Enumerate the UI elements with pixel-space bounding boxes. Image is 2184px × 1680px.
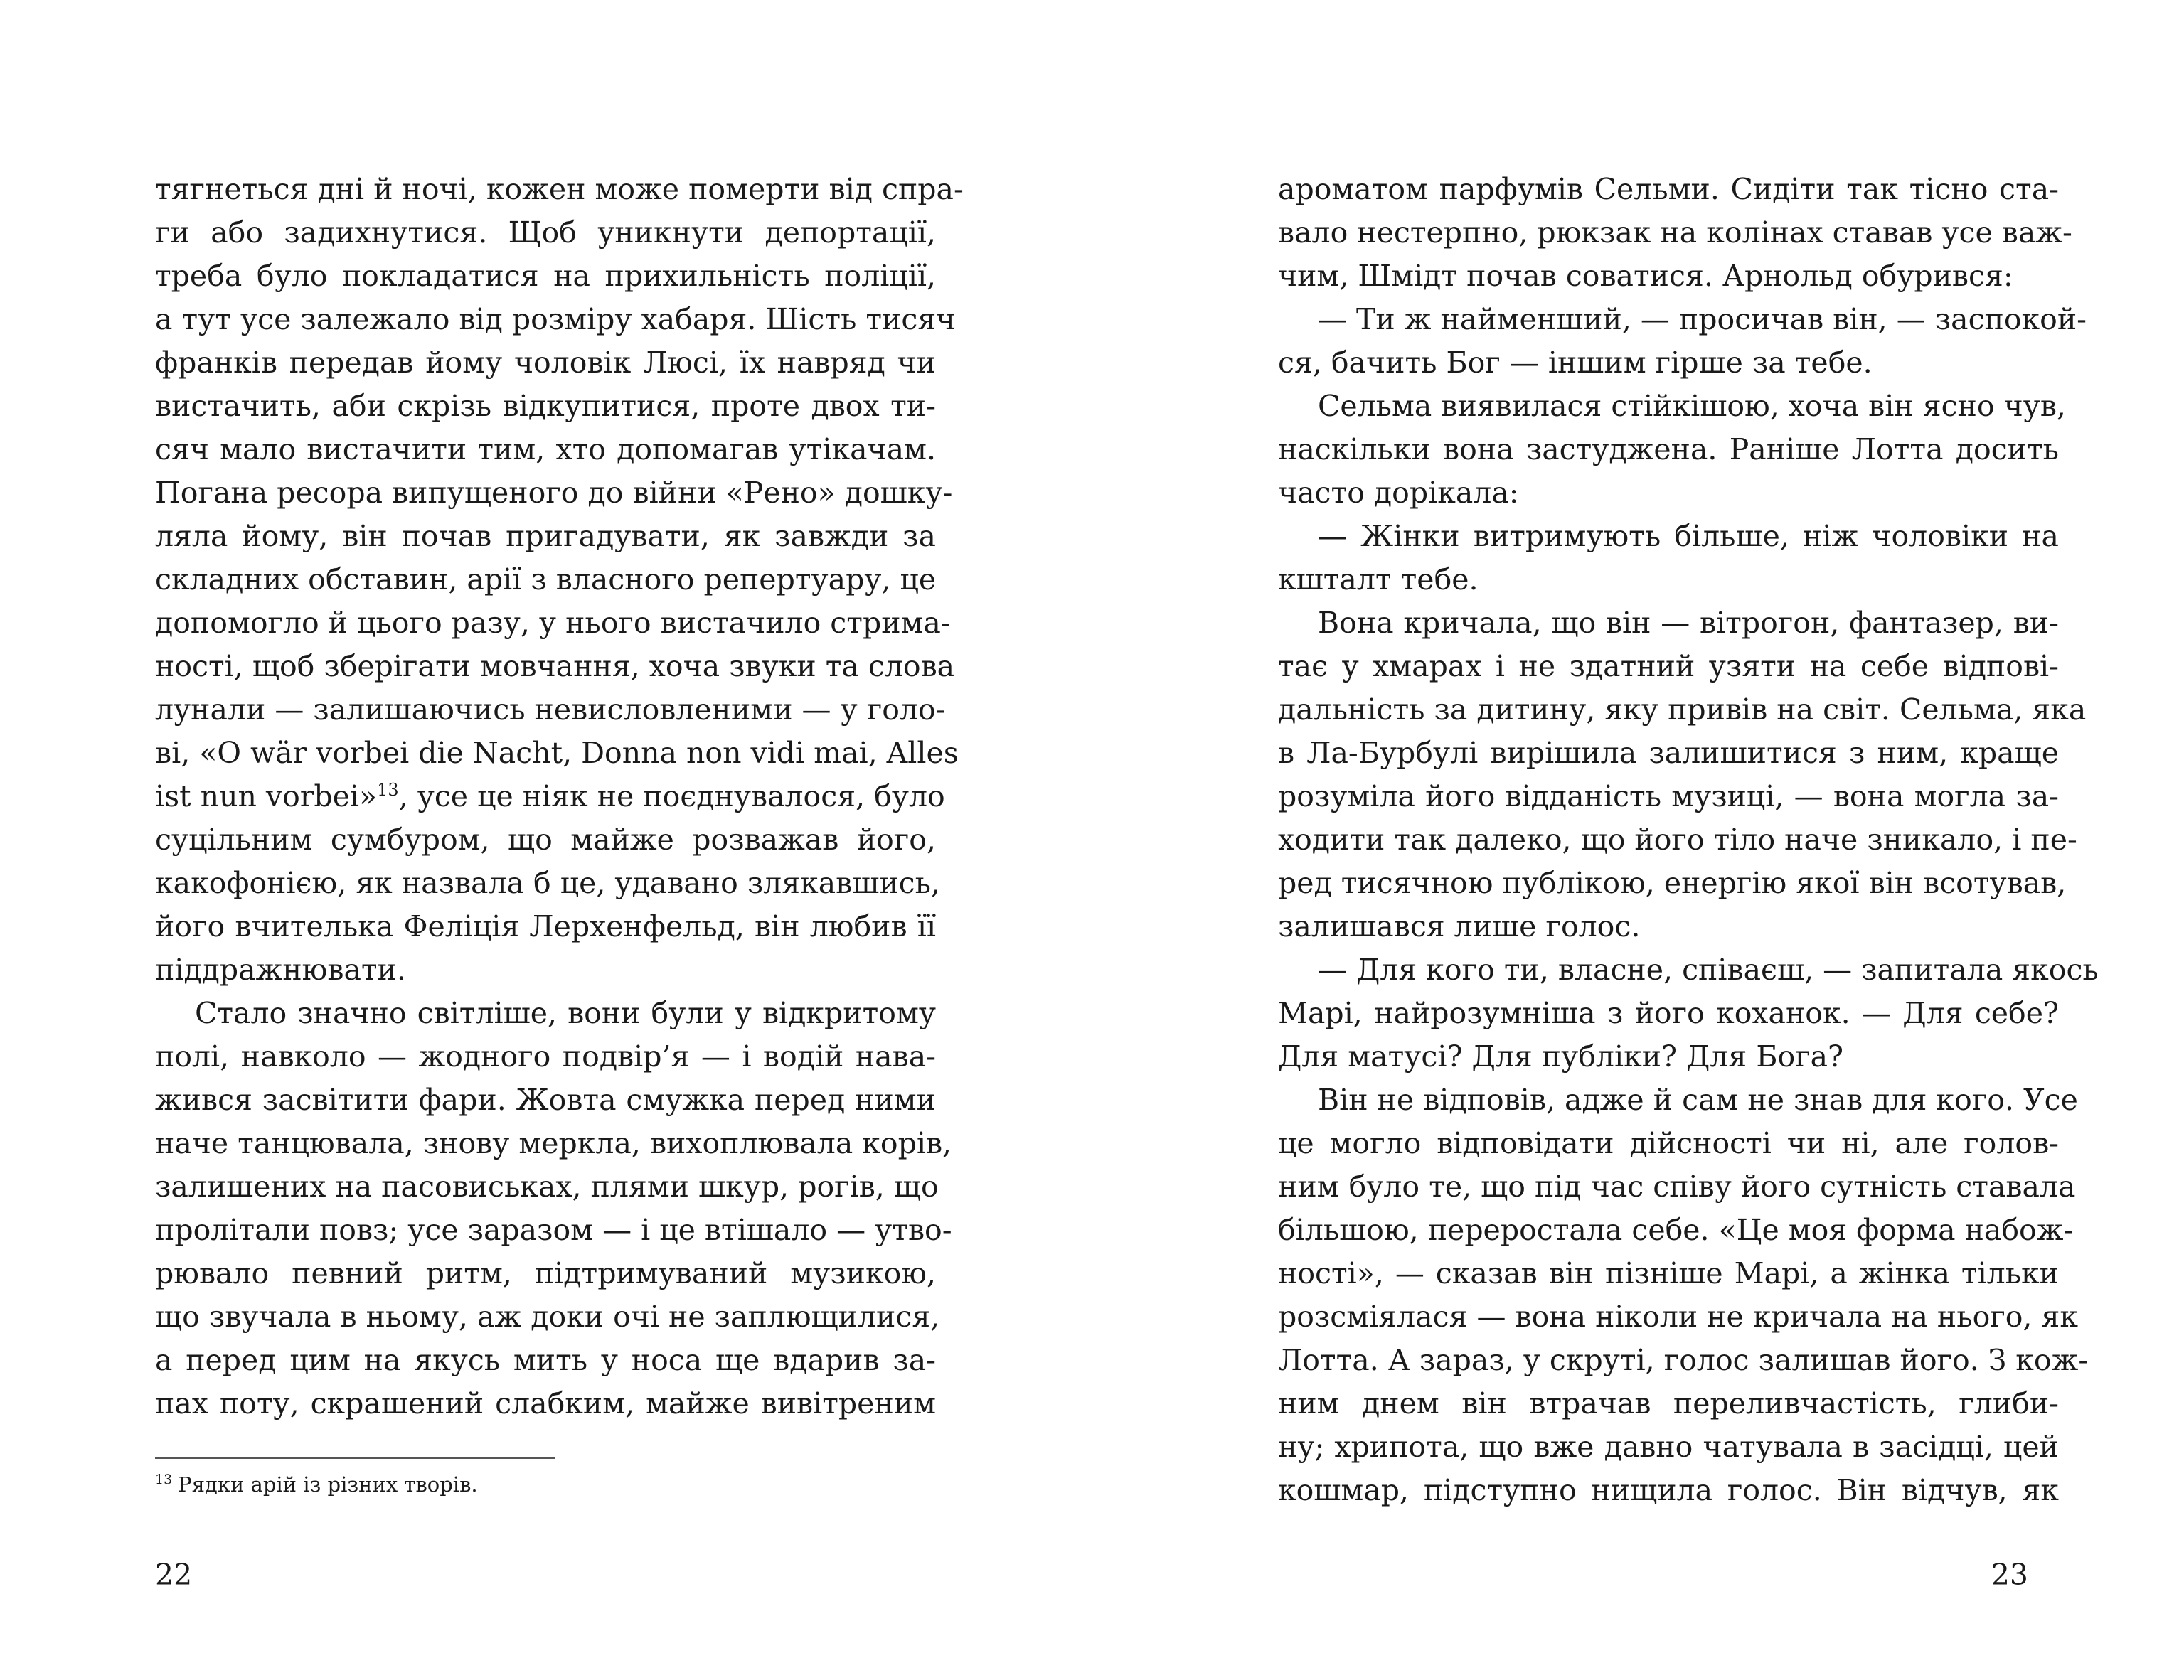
text-line: пролітали повз; усе заразом — і це втішало — утво- [155,1213,952,1247]
page-number-right: 23 [1991,1558,2028,1592]
text-line: це могло відповідати дійсності чи ні, але голов- [1278,1126,2059,1160]
footnote [155,1470,478,1499]
text-line: чим, Шмідт почав соватися. Арнольд обурився: [1278,259,2013,293]
right-page-text [1278,168,2099,1512]
text-line: ним було те, що під час співу його сутність ставала [1278,1170,2076,1204]
text-line: допомогло й цього разу, у нього вистачило стрима- [155,606,951,640]
text-line: треба було покладатися на прихильність поліції, [155,259,936,293]
text-line: залишався лише голос. [1278,909,1641,943]
text-line: Для матусі? Для публіки? Для Бога? [1278,1039,1844,1074]
text-line: — Жінки витримують більше, ніж чоловіки на [1318,519,2059,553]
text-line: ходити так далеко, що його тіло наче зникало, і пе- [1278,823,2077,857]
text-line: какофонією, як назвала б це, удавано злякавшись, [155,866,940,900]
text-line: лунали — залишаючись невисловленими — у голо- [155,692,946,727]
text-line: Марі, найрозумніша з його коханок. — Для себе? [1278,996,2059,1030]
text-line: суцільним сумбуром, що майже розважав його, [155,823,936,857]
footnote-marker: 13 [155,1472,173,1487]
text-line: ся, бачить Бог — іншим гірше за тебе. [1278,346,1873,380]
text-line: часто дорікала: [1278,476,1519,510]
text-line: полі, навколо — жодного подвір’я — і водій нава- [155,1039,936,1074]
text-line: ві, «O wär vorbei die Nacht, Donna non vidi mai, Alles [155,736,959,770]
text-line: ності», — сказав він пізніше Марі, а жінка тільки [1278,1256,2059,1290]
text-line: кошмар, підступно нищила голос. Він відчув, як [1278,1473,2059,1507]
text-fragment: ist nun vorbei» [155,779,378,813]
text-line: пах поту, скрашений слабким, майже вивітреним [155,1386,936,1420]
text-line: ним днем він втрачав переливчастість, глиби- [1278,1386,2059,1420]
text-line: Лотта. А зараз, у скруті, голос залишав його. З кож- [1278,1343,2089,1377]
text-line: ну; хрипота, що вже давно чатувала в засідці, цей [1278,1430,2059,1464]
text-line: складних обставин, арії з власного репертуару, це [155,562,937,596]
text-line: ності, щоб зберігати мовчання, хоча звуки та слова [155,649,955,683]
text-line: що звучала в ньому, аж доки очі не заплющилися, [155,1300,940,1334]
text-line: Стало значно світліше, вони були у відкритому [195,996,936,1030]
text-line: а тут усе залежало від розміру хабаря. Шість тисяч [155,302,956,336]
text-line: наче танцювала, знову меркла, вихоплювала корів, [155,1126,952,1160]
text-line: розсміялася — вона ніколи не кричала на нього, як [1278,1300,2078,1334]
text-line: тає у хмарах і не здатний узяти на себе відпові- [1278,649,2059,683]
text-line: — Для кого ти, власне, співаєш, — запитала якось [1318,953,2099,987]
text-line: — Ти ж найменший, — просичав він, — заспокой- [1318,302,2087,336]
text-line: рювало певний ритм, підтримуваний музикою, [155,1256,936,1290]
text-line: піддражнювати. [155,953,406,987]
text-line: франків передав йому чоловік Люсі, їх навряд чи [155,346,936,380]
text-line: Погана ресора випущеного до війни «Рено» дошку- [155,476,953,510]
footnote-reference: 13 [377,780,399,800]
text-fragment: , усе це ніяк не поєднувалося, було [398,779,945,813]
text-line: жився засвітити фари. Жовта смужка перед ними [155,1083,936,1117]
text-line: Вона кричала, що він — вітрогон, фантазер, ви- [1318,606,2059,640]
text-line: наскільки вона застуджена. Раніше Лотта досить [1278,432,2059,466]
text-line: вистачить, аби скрізь відкупитися, проте двох ти- [155,389,936,423]
text-line: його вчителька Феліція Лерхенфельд, він любив її [155,909,936,943]
text-line: дальність за дитину, яку привів на світ. Сельма, яка [1278,692,2087,727]
left-page-text [155,168,964,1425]
text-line: а перед цим на якусь мить у носа ще вдарив за- [155,1343,936,1377]
footnote-divider [155,1457,555,1459]
text-line: ги або задихнутися. Щоб уникнути депортації, [155,215,936,250]
text-line: Він не відповів, адже й сам не знав для кого. Усе [1318,1083,2078,1117]
text-line: залишених на пасовиськах, плями шкур, рогів, що [155,1170,939,1204]
text-line-with-footnote [155,775,945,818]
text-line: більшою, переростала себе. «Це моя форма набож- [1278,1213,2074,1247]
footnote-text: Рядки арій із різних творів. [178,1472,478,1497]
text-line: вало нестерпно, рюкзак на колінах ставав усе важ- [1278,215,2072,250]
text-line: ляла йому, він почав пригадувати, як завжди за [155,519,936,553]
text-line: ароматом парфумів Сельми. Сидіти так тісно ста- [1278,172,2059,206]
text-line: сяч мало вистачити тим, хто допомагав утікачам. [155,432,936,466]
page-number-left: 22 [155,1558,193,1592]
right-page [1092,0,2184,1680]
text-line: тягнеться дні й ночі, кожен може померти від спра- [155,172,964,206]
text-line: ред тисячною публікою, енергію якої він всотував, [1278,866,2067,900]
text-line: розуміла його відданість музиці, — вона могла за- [1278,779,2059,813]
text-line: кшталт тебе. [1278,562,1479,596]
text-line: Сельма виявилася стійкішою, хоча він ясно чув, [1318,389,2066,423]
text-line: в Ла-Бурбулі вирішила залишитися з ним, краще [1278,736,2059,770]
